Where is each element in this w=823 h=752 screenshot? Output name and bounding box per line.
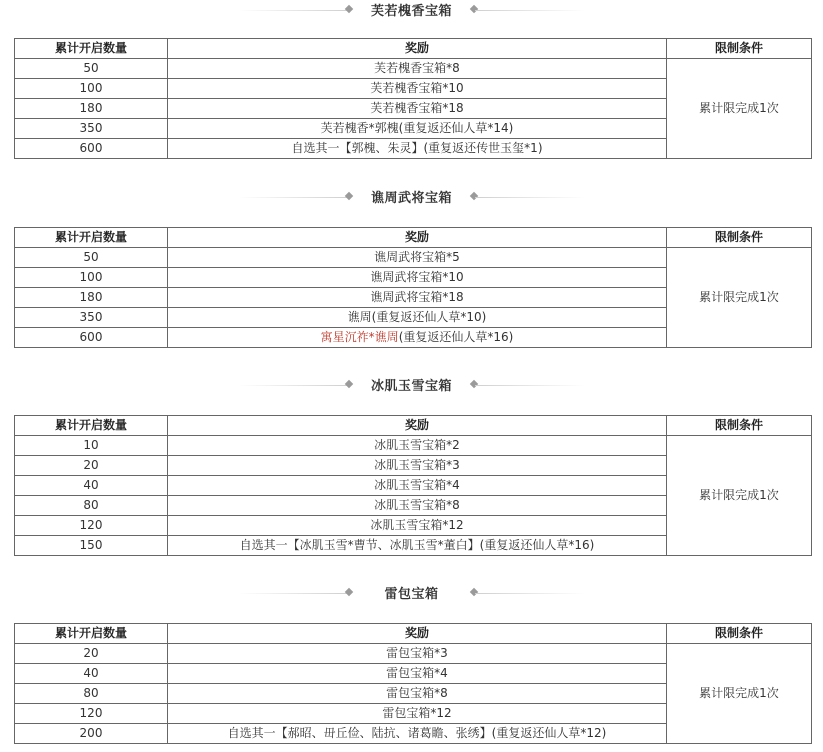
header-limit: 限制条件 — [667, 624, 812, 644]
reward-suffix: (重复返还仙人草*16) — [398, 330, 514, 344]
reward-cell: 冰肌玉雪宝箱*2 — [168, 436, 667, 456]
count-cell: 150 — [15, 536, 168, 556]
section-title: 冰肌玉雪宝箱 — [370, 379, 452, 394]
count-cell: 20 — [15, 456, 168, 476]
diamond-icon — [470, 380, 478, 388]
count-cell: 40 — [15, 476, 168, 496]
title-divider-right — [475, 10, 585, 11]
section-1 — [0, 0, 823, 20]
reward-table-4 — [14, 623, 812, 744]
diamond-icon — [345, 5, 353, 13]
section-title-bar — [0, 583, 823, 603]
title-divider-left — [238, 593, 348, 594]
reward-cell: 冰肌玉雪宝箱*4 — [168, 476, 667, 496]
reward-cell: 芙若槐香*郭槐(重复返还仙人草*14) — [168, 119, 667, 139]
count-cell: 180 — [15, 288, 168, 308]
count-cell: 100 — [15, 268, 168, 288]
count-cell: 80 — [15, 496, 168, 516]
reward-cell: 雷包宝箱*3 — [168, 644, 667, 664]
section-4 — [0, 583, 823, 603]
reward-highlight: 寓星沉祚*谯周 — [320, 330, 399, 344]
limit-cell: 累计限完成1次 — [667, 59, 812, 159]
reward-cell: 芙若槐香宝箱*18 — [168, 99, 667, 119]
header-count: 累计开启数量 — [15, 624, 168, 644]
count-cell: 200 — [15, 724, 168, 744]
section-title: 雷包宝箱 — [384, 587, 439, 602]
count-cell: 100 — [15, 79, 168, 99]
title-divider-left — [238, 10, 348, 11]
count-cell: 350 — [15, 308, 168, 328]
reward-cell: 谯周(重复返还仙人草*10) — [168, 308, 667, 328]
diamond-icon — [470, 5, 478, 13]
section-3 — [0, 375, 823, 395]
count-cell: 350 — [15, 119, 168, 139]
title-divider-right — [475, 197, 585, 198]
limit-cell: 累计限完成1次 — [667, 644, 812, 744]
count-cell: 50 — [15, 248, 168, 268]
reward-cell: 雷包宝箱*8 — [168, 684, 667, 704]
reward-cell: 芙若槐香宝箱*8 — [168, 59, 667, 79]
header-limit: 限制条件 — [667, 228, 812, 248]
section-title: 谯周武将宝箱 — [370, 191, 452, 206]
reward-cell: 谯周武将宝箱*10 — [168, 268, 667, 288]
count-cell: 600 — [15, 139, 168, 159]
count-cell: 40 — [15, 664, 168, 684]
title-divider-left — [238, 197, 348, 198]
reward-cell: 冰肌玉雪宝箱*8 — [168, 496, 667, 516]
header-count: 累计开启数量 — [15, 39, 168, 59]
header-reward: 奖励 — [168, 39, 667, 59]
reward-cell — [168, 328, 667, 348]
table-header-row — [15, 228, 812, 248]
header-count: 累计开启数量 — [15, 228, 168, 248]
diamond-icon — [470, 588, 478, 596]
header-count: 累计开启数量 — [15, 416, 168, 436]
header-reward: 奖励 — [168, 624, 667, 644]
limit-cell: 累计限完成1次 — [667, 436, 812, 556]
reward-cell: 芙若槐香宝箱*10 — [168, 79, 667, 99]
table-header-row — [15, 39, 812, 59]
header-reward: 奖励 — [168, 416, 667, 436]
reward-cell: 自选其一【郭槐、朱灵】(重复返还传世玉玺*1) — [168, 139, 667, 159]
count-cell: 50 — [15, 59, 168, 79]
section-2 — [0, 187, 823, 207]
diamond-icon — [345, 588, 353, 596]
reward-table-2 — [14, 227, 812, 348]
title-divider-right — [475, 593, 585, 594]
section-title-bar — [0, 0, 823, 20]
table-row — [15, 59, 812, 79]
reward-cell: 冰肌玉雪宝箱*12 — [168, 516, 667, 536]
diamond-icon — [345, 192, 353, 200]
table-header-row — [15, 624, 812, 644]
reward-cell: 谯周武将宝箱*5 — [168, 248, 667, 268]
header-reward: 奖励 — [168, 228, 667, 248]
header-limit: 限制条件 — [667, 39, 812, 59]
section-title-bar — [0, 187, 823, 207]
count-cell: 20 — [15, 644, 168, 664]
table-row — [15, 248, 812, 268]
reward-table-3 — [14, 415, 812, 556]
header-limit: 限制条件 — [667, 416, 812, 436]
count-cell: 120 — [15, 516, 168, 536]
table-row — [15, 644, 812, 664]
reward-cell: 雷包宝箱*4 — [168, 664, 667, 684]
reward-cell: 雷包宝箱*12 — [168, 704, 667, 724]
section-title-bar — [0, 375, 823, 395]
title-divider-right — [475, 385, 585, 386]
count-cell: 80 — [15, 684, 168, 704]
limit-cell: 累计限完成1次 — [667, 248, 812, 348]
table-header-row — [15, 416, 812, 436]
reward-cell: 自选其一【郝昭、毌丘俭、陆抗、诸葛瞻、张绣】(重复返还仙人草*12) — [168, 724, 667, 744]
diamond-icon — [345, 380, 353, 388]
count-cell: 10 — [15, 436, 168, 456]
count-cell: 600 — [15, 328, 168, 348]
diamond-icon — [470, 192, 478, 200]
count-cell: 120 — [15, 704, 168, 724]
reward-cell: 冰肌玉雪宝箱*3 — [168, 456, 667, 476]
title-divider-left — [238, 385, 348, 386]
count-cell: 180 — [15, 99, 168, 119]
reward-table-1 — [14, 38, 812, 159]
section-title: 芙若槐香宝箱 — [370, 4, 452, 19]
table-row — [15, 436, 812, 456]
reward-cell: 自选其一【冰肌玉雪*曹节、冰肌玉雪*董白】(重复返还仙人草*16) — [168, 536, 667, 556]
reward-cell: 谯周武将宝箱*18 — [168, 288, 667, 308]
